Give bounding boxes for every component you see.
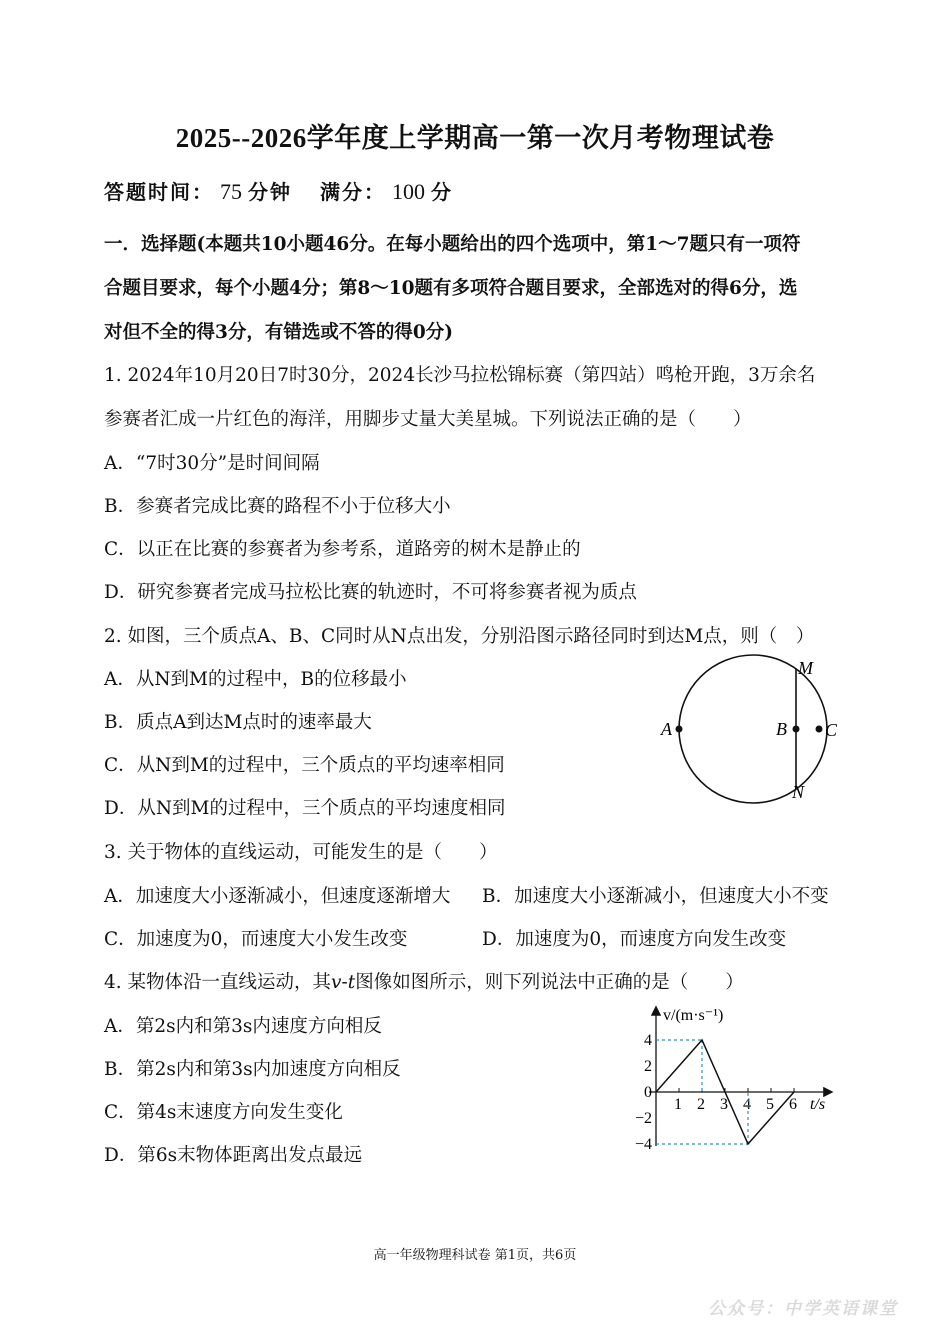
q3-option-c: C．加速度为0，而速度大小发生改变 — [104, 929, 408, 950]
label-b: B — [776, 719, 787, 739]
q3-option-b: B．加速度大小逐渐减小，但速度大小不变 — [482, 886, 829, 907]
label-a: A — [661, 719, 672, 739]
q4-option-b: B．第2s内和第3s内加速度方向相反 — [104, 1059, 401, 1080]
page-title: 2025--2026学年度上学期高一第一次月考物理试卷 — [175, 123, 775, 153]
time-label: 答题时间： — [104, 180, 214, 204]
q3-stem: 3. 关于物体的直线运动，可能发生的是（ ） — [104, 842, 498, 863]
vt-chart — [625, 1000, 845, 1160]
q4-stem — [104, 968, 744, 994]
point-a-dot — [676, 726, 683, 733]
q4-option-a: A．第2s内和第3s内速度方向相反 — [104, 1016, 382, 1037]
x-tick-label: 1 — [674, 1096, 682, 1113]
q2-option-d: D．从N到M的过程中，三个质点的平均速度相同 — [104, 798, 506, 819]
point-c-dot — [816, 726, 823, 733]
y-tick-label: −2 — [634, 1110, 652, 1127]
q3-option-a: A．加速度大小逐渐减小，但速度逐渐增大 — [104, 886, 451, 907]
q4-stem-t: t — [347, 972, 356, 993]
x-tick-label: 6 — [789, 1096, 797, 1113]
y-tick-label: −4 — [634, 1136, 652, 1153]
q4-option-c: C．第4s末速度方向发生变化 — [104, 1102, 343, 1123]
q4-stem-v: v — [331, 972, 342, 993]
score-unit: 分 — [431, 180, 453, 204]
q2-circle-figure — [655, 650, 855, 810]
q4-option-d: D．第6s末物体距离出发点最远 — [104, 1145, 363, 1166]
q2-option-c: C．从N到M的过程中，三个质点的平均速率相同 — [104, 755, 505, 776]
x-tick-label: 2 — [697, 1096, 705, 1113]
label-n: N — [792, 782, 805, 802]
q1-option-d: D．研究参赛者完成马拉松比赛的轨迹时，不可将参赛者视为质点 — [104, 582, 637, 603]
q2-option-b: B．质点A到达M点时的速率最大 — [104, 712, 372, 733]
score-value: 100 — [392, 179, 425, 204]
time-unit: 分钟 — [248, 180, 292, 204]
q3-option-d: D．加速度为0，而速度方向发生改变 — [482, 929, 787, 950]
x-tick-label: 4 — [743, 1096, 751, 1113]
x-tick-label: 3 — [720, 1096, 728, 1113]
q4-stem-dash: - — [341, 972, 348, 993]
q1-stem-1: 1. 2024年10月20日7时30分，2024长沙马拉松锦标赛（第四站）鸣枪开跑，3万余名 — [104, 365, 816, 386]
y-tick-label: 4 — [644, 1032, 652, 1049]
q2-stem: 2. 如图，三个质点A、B、C同时从N点出发，分别沿图示路径同时到达M点，则（ ） — [104, 626, 815, 647]
score-label: 满分： — [320, 180, 386, 204]
x-tick-label: 5 — [766, 1096, 774, 1113]
point-b-dot — [793, 726, 800, 733]
y-tick-label: 2 — [644, 1058, 652, 1075]
page-footer: 高一年级物理科试卷 第1页，共6页 — [373, 1248, 577, 1263]
exam-meta — [104, 176, 453, 205]
q2-option-a: A．从N到M的过程中，B的位移最小 — [104, 669, 407, 690]
section-instructions-3: 对但不全的得3分，有错选或不答的得0分) — [104, 322, 453, 343]
time-value: 75 — [220, 179, 242, 204]
q1-option-a: A．“7时30分”是时间间隔 — [104, 453, 320, 474]
section-instructions-2: 合题目要求，每个小题4分；第8～10题有多项符合题目要求，全部选对的得6分，选 — [104, 278, 798, 299]
q4-stem-post: 图像如图所示，则下列说法中正确的是（ ） — [355, 972, 744, 993]
q4-stem-pre: 4. 某物体沿一直线运动，其 — [104, 972, 332, 993]
label-m: M — [798, 658, 813, 678]
y-tick-label: 0 — [644, 1084, 652, 1101]
label-c: C — [825, 720, 838, 740]
y-axis-label: v/(m·s⁻¹) — [663, 1007, 724, 1024]
x-axis-label: t/s — [810, 1096, 826, 1113]
q1-option-b: B．参赛者完成比赛的路程不小于位移大小 — [104, 496, 451, 517]
q1-stem-2: 参赛者汇成一片红色的海洋，用脚步丈量大美星城。下列说法正确的是（ ） — [104, 409, 752, 430]
section-instructions-1: 一．选择题(本题共10小题46分。在每小题给出的四个选项中，第1～7题只有一项符 — [104, 234, 801, 255]
watermark: 公众号：中学英语课堂 — [708, 1299, 898, 1319]
q1-option-c: C．以正在比赛的参赛者为参考系，道路旁的树木是静止的 — [104, 539, 581, 560]
